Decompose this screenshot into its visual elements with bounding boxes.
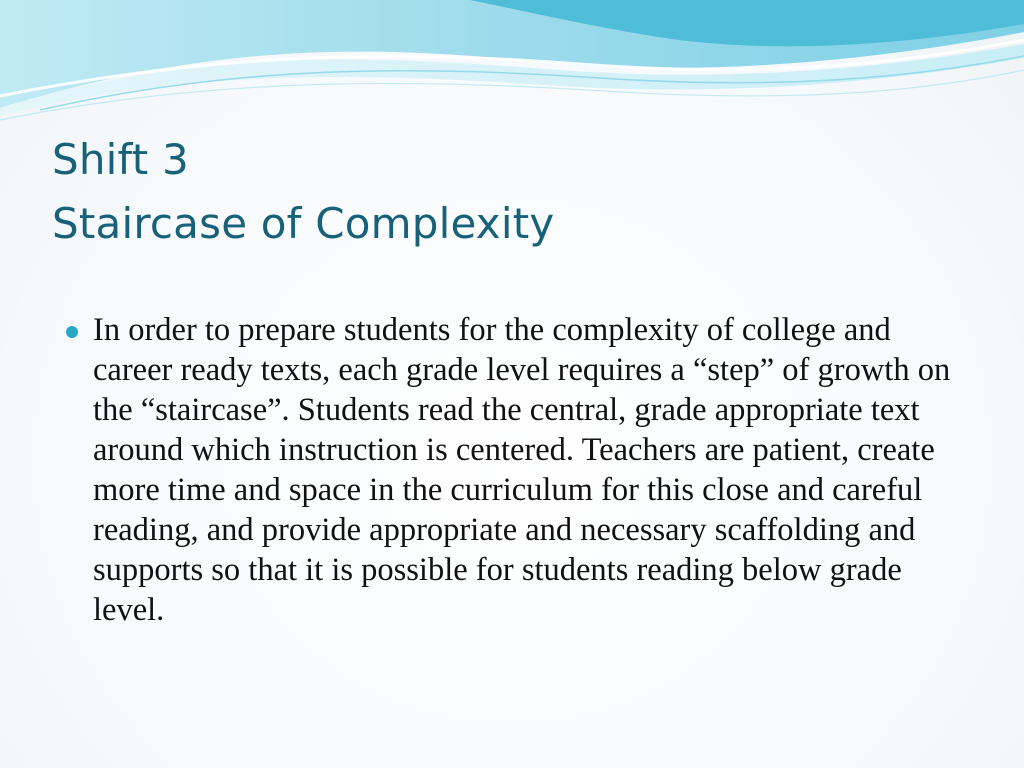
bullet-marker-icon [66, 326, 78, 338]
bullet-item [66, 310, 976, 630]
bullet-list [66, 310, 976, 630]
title-line-2: Staircase of Complexity [52, 199, 555, 248]
slide-title [52, 128, 952, 256]
wave-header-decoration [0, 0, 1024, 130]
bullet-text: In order to prepare students for the complexity of college and career ready texts, each grade level requires a “step” of growth on the “staircase”. Students read the central, grade appropriate text around which instruction is centered. Teachers are patient, create more time and space in the curriculum for this close and careful reading, and provide appropriate and necessary scaffolding and supports so that it is possible for students reading below grade level. [93, 312, 951, 628]
title-line-1: Shift 3 [52, 135, 189, 184]
